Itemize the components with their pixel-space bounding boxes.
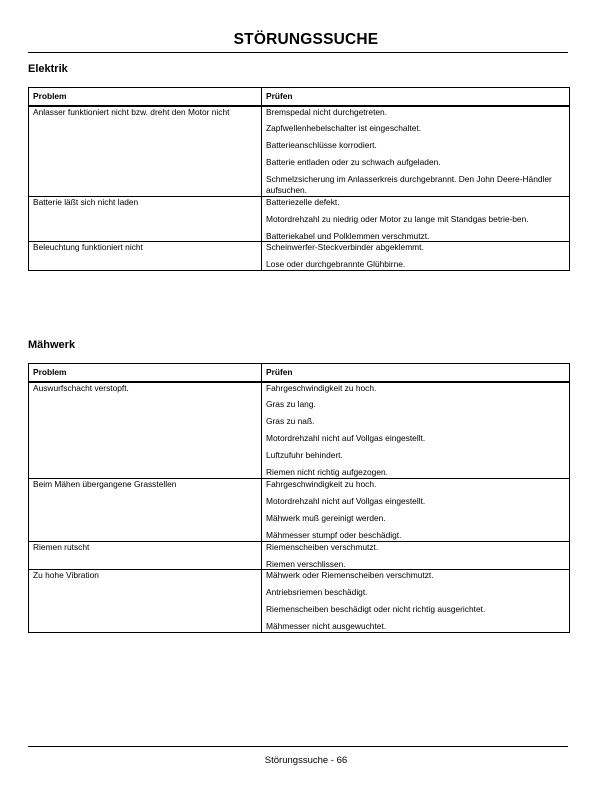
- check-item: Schmelzsicherung im Anlasserkreis durchgebrannt. Den John Deere-Händler aufsuchen.: [266, 174, 552, 196]
- check-item: Gras zu naß.: [266, 416, 315, 427]
- check-cell: [262, 196, 570, 242]
- check-item: Batteriezelle defekt.: [266, 196, 340, 207]
- check-item: Scheinwerfer-Steckverbinder abgeklemmt.: [266, 242, 424, 253]
- check-cell: [262, 570, 570, 633]
- check-item: Fahrgeschwindigkeit zu hoch.: [266, 382, 377, 393]
- table-row: [29, 570, 570, 633]
- footer-divider: [28, 746, 568, 747]
- check-item: Mähmesser nicht ausgewuchtet.: [266, 621, 387, 632]
- check-item: Riemenscheiben verschmutzt.: [266, 541, 379, 552]
- check-item: Luftzufuhr behindert.: [266, 450, 343, 461]
- check-item: Riemen verschlissen.: [266, 558, 346, 569]
- problem-cell: Riemen rutscht: [29, 541, 262, 570]
- check-item: Riemen nicht richtig aufgezogen.: [266, 467, 388, 478]
- problem-cell: Zu hohe Vibration: [29, 570, 262, 633]
- table-header-row: [29, 364, 570, 382]
- problem-cell: Auswurfschacht verstopft.: [29, 382, 262, 479]
- table-row: [29, 479, 570, 542]
- column-header-problem: Problem: [29, 88, 262, 106]
- column-header-problem: Problem: [29, 364, 262, 382]
- check-item: Motordrehzahl nicht auf Vollgas eingestellt.: [266, 496, 426, 506]
- table-body: [29, 106, 570, 271]
- check-cell: [262, 541, 570, 570]
- section-heading-maehwerk: Mähwerk: [28, 339, 76, 351]
- table-row: [29, 382, 570, 479]
- table-body: [29, 382, 570, 633]
- check-item: Riemenscheiben beschädigt oder nicht richtig ausgerichtet.: [266, 604, 486, 615]
- table-header-row: [29, 88, 570, 106]
- check-cell: [262, 242, 570, 271]
- page-footer: Störungssuche - 66: [264, 755, 348, 766]
- problem-cell: Batterie läßt sich nicht laden: [29, 196, 262, 242]
- page-title: STÖRUNGSSUCHE: [233, 31, 379, 48]
- column-header-check: Prüfen: [262, 88, 570, 106]
- check-item: Motordrehzahl nicht auf Vollgas eingestellt.: [266, 433, 426, 444]
- check-cell: [262, 479, 570, 542]
- check-item: Lose oder durchgebrannte Glühbirne.: [266, 259, 406, 270]
- check-cell: [262, 382, 570, 479]
- check-item: Bremspedal nicht durchgetreten.: [266, 106, 388, 117]
- table-row: [29, 106, 570, 197]
- section-heading-elektrik: Elektrik: [28, 63, 68, 75]
- check-item: Antriebsriemen beschädigt.: [266, 587, 368, 598]
- check-item: Mähwerk oder Riemenscheiben verschmutzt.: [266, 570, 434, 581]
- table-row: [29, 541, 570, 570]
- check-item: Motordrehzahl zu niedrig oder Motor zu lange mit Standgas betrie-ben.: [266, 213, 529, 224]
- check-item: Mähwerk muß gereinigt werden.: [266, 512, 386, 523]
- table-row: [29, 196, 570, 242]
- check-cell: [262, 106, 570, 197]
- title-divider: [28, 52, 568, 53]
- check-item: Zapfwellenhebelschalter ist eingeschaltet.: [266, 123, 422, 134]
- problem-cell: Anlasser funktioniert nicht bzw. dreht den Motor nicht: [29, 106, 262, 197]
- check-item: Batteriekabel und Polklemmen verschmutzt.: [266, 230, 430, 241]
- column-header-check: Prüfen: [262, 364, 570, 382]
- check-item: Gras zu lang.: [266, 399, 316, 410]
- problem-cell: Beleuchtung funktioniert nicht: [29, 242, 262, 271]
- problem-cell: Beim Mähen übergangene Grasstellen: [29, 479, 262, 542]
- check-item: Batterie entladen oder zu schwach aufgeladen.: [266, 157, 441, 168]
- troubleshooting-table-maehwerk: [28, 363, 570, 633]
- check-item: Mähmesser stumpf oder beschädigt.: [266, 529, 402, 540]
- check-item: Batterieanschlüsse korrodiert.: [266, 140, 377, 151]
- check-item: Fahrgeschwindigkeit zu hoch.: [266, 479, 377, 490]
- table-row: [29, 242, 570, 271]
- troubleshooting-table-elektrik: [28, 87, 570, 271]
